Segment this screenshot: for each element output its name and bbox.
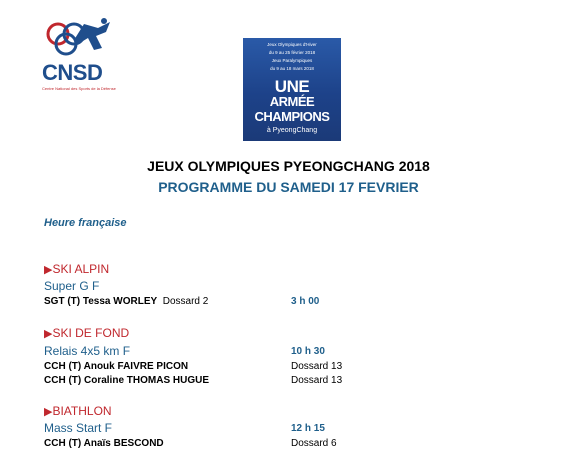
sport-name: SKI ALPIN [52, 262, 110, 276]
event-time: 12 h 15 [291, 423, 325, 434]
timezone-note: Heure française [44, 217, 127, 229]
page-subtitle: PROGRAMME DU SAMEDI 17 FEVRIER [158, 179, 419, 195]
poster-slogan-2: ARMÉE [269, 94, 315, 109]
poster-line3: Jeux Paralympiques [271, 58, 313, 63]
poster-line1: Jeux Olympiques d'Hiver [267, 42, 317, 47]
sport-heading-ski-alpin [44, 262, 109, 276]
poster-line2: du 9 au 25 février 2018 [268, 50, 316, 55]
athlete-name: CCH (T) Coraline THOMAS HUGUE [44, 375, 209, 386]
runner-rings-icon [44, 18, 114, 60]
event-name: Relais 4x5 km F [44, 344, 131, 358]
event-time: 3 h 00 [291, 296, 320, 307]
athlete-name: CCH (T) Anaïs BESCOND [44, 438, 164, 449]
athlete-row [44, 296, 208, 307]
arrow-right-icon: ▶ [44, 406, 53, 418]
poster-slogan [243, 79, 341, 124]
logo-text: CNSD [42, 60, 103, 85]
sport-heading-ski-de-fond [44, 326, 129, 340]
athlete-name: SGT (T) Tessa WORLEY [44, 296, 158, 307]
event-poster [243, 38, 341, 141]
athlete-dossard: Dossard 6 [291, 438, 337, 449]
page-title: JEUX OLYMPIQUES PYEONGCHANG 2018 [147, 158, 430, 174]
sport-heading-biathlon [44, 404, 112, 418]
logo-subtitle: Centre National des Sports de la Défense [42, 86, 116, 91]
cnsd-logo [40, 12, 118, 92]
athlete-dossard: Dossard 2 [162, 296, 209, 307]
sport-name: SKI DE FOND [52, 326, 130, 340]
arrow-right-icon: ▶ [44, 328, 53, 340]
arrow-right-icon: ▶ [44, 264, 53, 276]
event-time: 10 h 30 [291, 346, 325, 357]
poster-slogan-3: CHAMPIONS [254, 109, 330, 124]
athlete-dossard: Dossard 13 [291, 375, 343, 386]
poster-place: à PyeongChang [266, 127, 318, 134]
poster-slogan-1: UNE [274, 77, 310, 96]
event-name: Super G F [44, 279, 100, 293]
event-name: Mass Start F [44, 421, 113, 435]
sport-name: BIATHLON [52, 404, 112, 418]
athlete-name: CCH (T) Anouk FAIVRE PICON [44, 361, 189, 372]
poster-line4: du 9 au 18 mars 2018 [270, 66, 314, 71]
athlete-dossard: Dossard 13 [291, 361, 343, 372]
